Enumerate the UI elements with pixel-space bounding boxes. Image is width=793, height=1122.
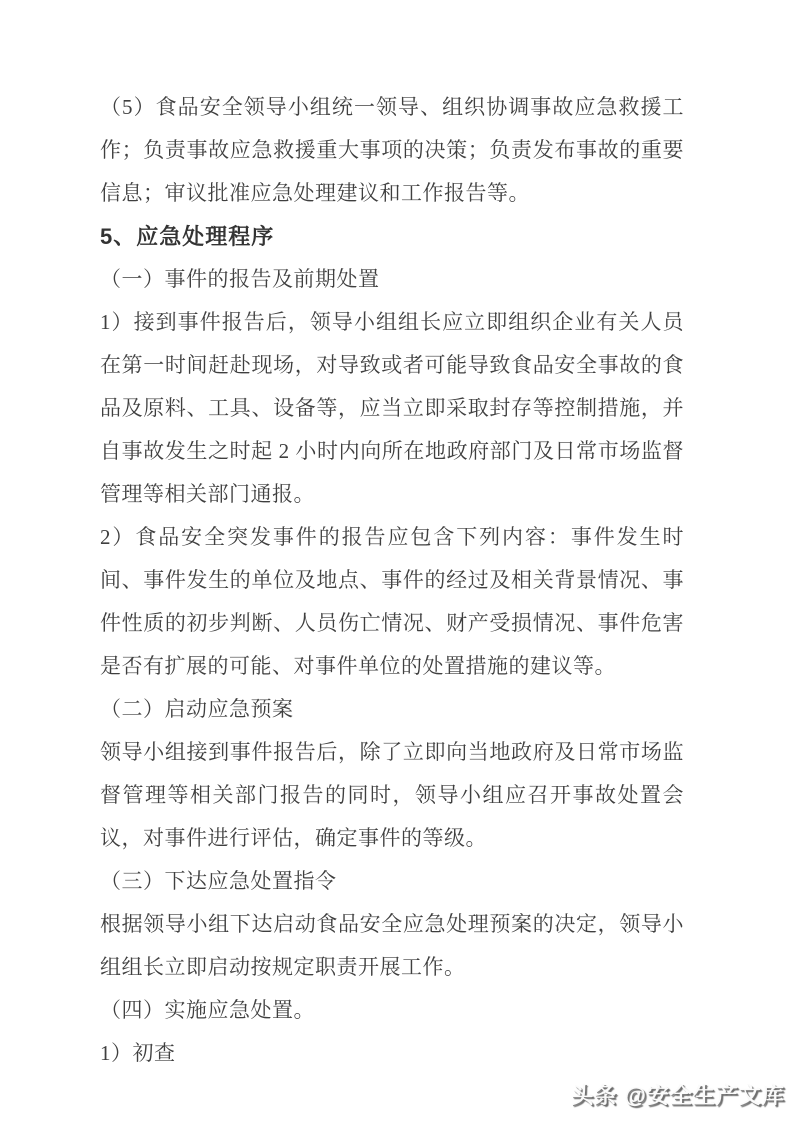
watermark-toutiao-safety-library: 头条 @安全生产文库 [571,1083,785,1108]
paragraph-start-plan-body: 领导小组接到事件报告后，除了立即向当地政府及日常市场监督管理等相关部门报告的同时，领导小组应召开事故处置会议，对事件进行评估，确定事件的等级。 [100,740,684,850]
subsection-3-issue-directive: （三）下达应急处置指令 [100,869,337,893]
paragraph-initial-check: 1）初查 [100,1041,176,1065]
paragraph-report-step-2: 2）食品安全突发事件的报告应包含下列内容：事件发生时间、事件发生的单位及地点、事件的经过及相关背景情况、事件性质的初步判断、人员伤亡情况、财产受损情况、事件危害是否有扩展的可能、对事件单位的处置措施的建议等。 [100,525,684,678]
document-content [100,86,684,1075]
subsection-4-implement-response: （四）实施应急处置。 [100,998,315,1022]
paragraph-directive-body: 根据领导小组下达启动食品安全应急处理预案的决定，领导小组组长立即启动按规定职责开展工作。 [100,912,684,979]
subsection-1-report-and-early-handling: （一）事件的报告及前期处置 [100,267,380,291]
paragraph-5-duties: （5）食品安全领导小组统一领导、组织协调事故应急救援工作；负责事故应急救援重大事项的决策；负责发布事故的重要信息；审议批准应急处理建议和工作报告等。 [100,95,684,205]
subsection-2-start-emergency-plan: （二）启动应急预案 [100,697,294,721]
paragraph-report-step-1: 1）接到事件报告后，领导小组组长应立即组织企业有关人员在第一时间赶赴现场，对导致或者可能导致食品安全事故的食品及原料、工具、设备等，应当立即采取封存等控制措施，并自事故发生之时起 2 小时内向所在地政府部门及日常市场监督管理等相关部门通报。 [100,310,684,506]
section-heading-emergency-procedure: 5、应急处理程序 [100,224,275,249]
